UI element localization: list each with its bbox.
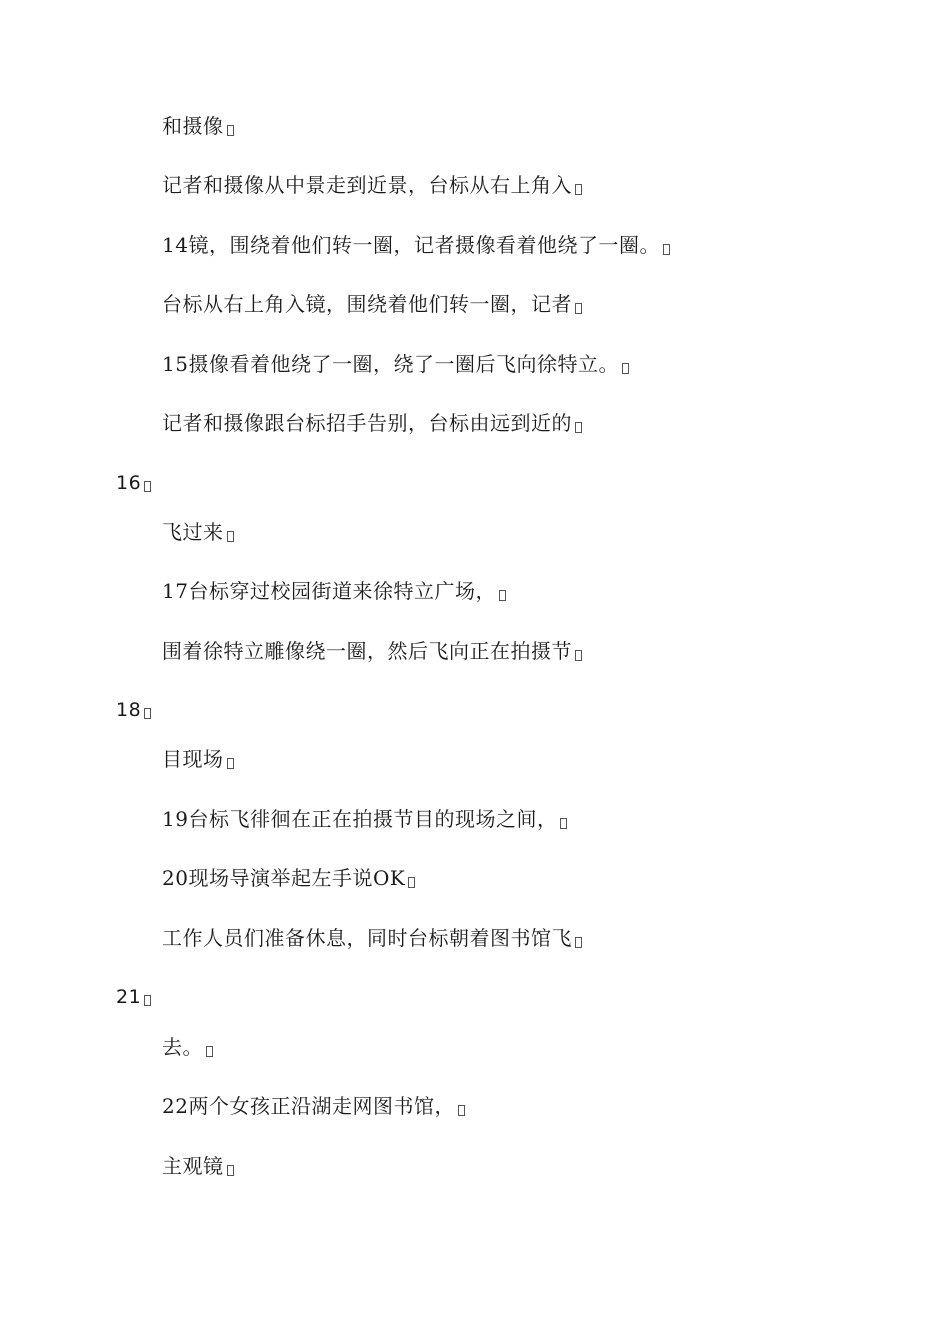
text-line: 记者和摄像从中景走到近景，台标从右上角入 (162, 173, 582, 197)
text-line: 围着徐特立雕像绕一圈，然后飞向正在拍摄节 (162, 639, 582, 663)
text-line: 20现场导演举起左手说OK (162, 866, 415, 890)
shot-number: 16 (116, 471, 151, 495)
line-break-marker (408, 877, 415, 888)
line-break-marker (227, 1165, 234, 1176)
text-line: 15摄像看着他绕了一圈，绕了一圈后飞向徐特立。 (162, 352, 629, 376)
text-line: 19台标飞徘徊在正在拍摄节目的现场之间， (162, 807, 567, 831)
line-break-marker (144, 995, 151, 1006)
line-break-marker (560, 818, 567, 829)
shot-number: 21 (116, 985, 151, 1009)
text-line: 14镜，围绕着他们转一圈，记者摄像看着他绕了一圈。 (162, 233, 670, 257)
line-break-marker (144, 708, 151, 719)
text-line: 去。 (162, 1035, 213, 1059)
shot-number: 18 (116, 698, 151, 722)
line-break-marker (499, 590, 506, 601)
line-break-marker (575, 422, 582, 433)
line-break-marker (575, 184, 582, 195)
line-break-marker (622, 363, 629, 374)
text-line: 22两个女孩正沿湖走网图书馆， (162, 1094, 465, 1118)
text-line: 台标从右上角入镜，围绕着他们转一圈，记者 (162, 292, 582, 316)
text-line: 主观镜 (162, 1154, 234, 1178)
line-break-marker (575, 937, 582, 948)
line-break-marker (458, 1105, 465, 1116)
text-line: 目现场 (162, 747, 234, 771)
line-break-marker (575, 303, 582, 314)
line-break-marker (575, 650, 582, 661)
line-break-marker (144, 481, 151, 492)
text-line: 飞过来 (162, 520, 234, 544)
line-break-marker (663, 244, 670, 255)
text-line: 17台标穿过校园街道来徐特立广场， (162, 579, 506, 603)
line-break-marker (206, 1046, 213, 1057)
text-line: 记者和摄像跟台标招手告别，台标由远到近的 (162, 411, 582, 435)
line-break-marker (227, 531, 234, 542)
text-line: 和摄像 (162, 114, 234, 138)
line-break-marker (227, 758, 234, 769)
text-line: 工作人员们准备休息，同时台标朝着图书馆飞 (162, 926, 582, 950)
line-break-marker (227, 125, 234, 136)
